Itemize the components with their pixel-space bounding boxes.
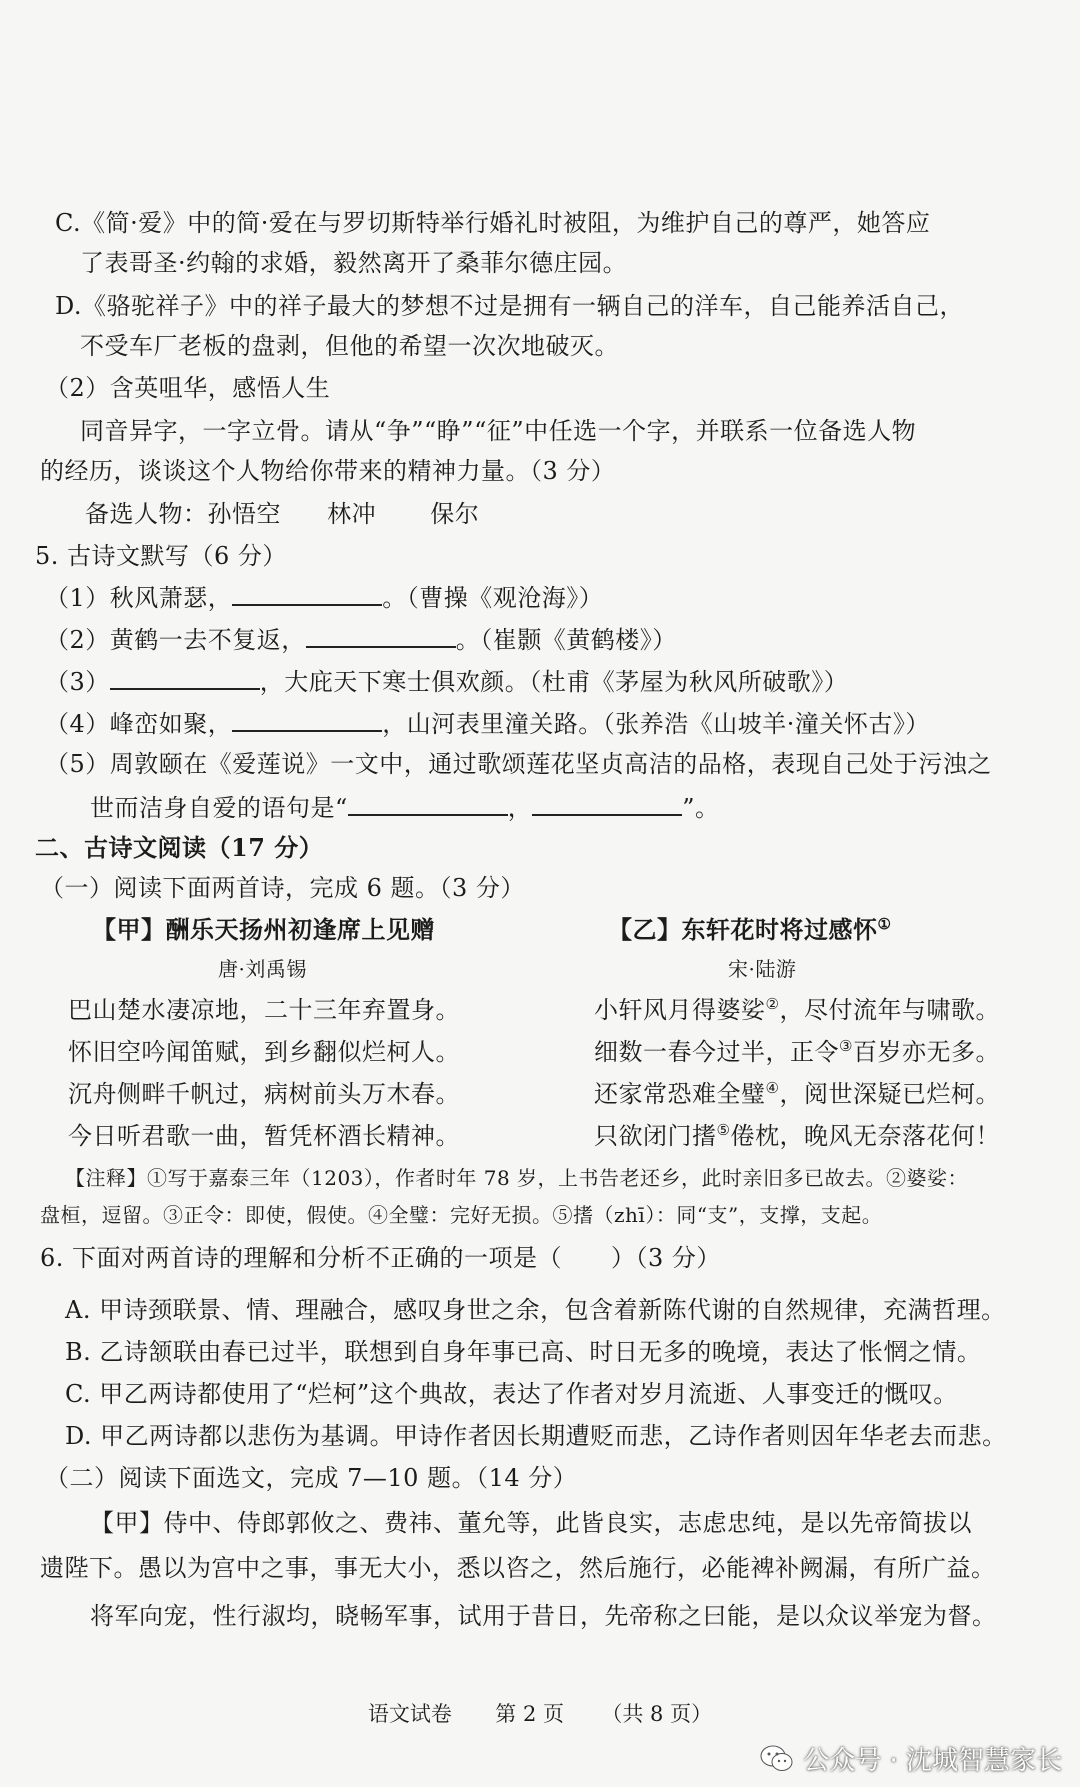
q4-candidates — [85, 496, 479, 532]
q5-item3: （3） ，大庇天下寒士俱欢颜。（杜甫《茅屋为秋风所破歌》） — [45, 662, 848, 700]
passage-a-line2: 遗陛下。愚以为宫中之事，事无大小，悉以咨之，然后施行，必能裨补阙漏，有所广益。 — [40, 1554, 996, 1582]
answer-blank[interactable] — [348, 788, 508, 816]
section2-part1: （一）阅读下面两首诗，完成 6 题。（3 分） — [40, 874, 525, 902]
q4-sub2-title: （2）含英咀华，感悟人生 — [45, 374, 331, 402]
notes-line2: 盘桓，逗留。③正令：即使，假使。④全璧：完好无损。⑤搘（zhī）：同“支”，支撑，支起。 — [40, 1203, 883, 1227]
passage-a-line3: 将军向宠，性行淑均，晓畅军事，试用于昔日，先帝称之曰能，是以众议举宠为督。 — [90, 1602, 997, 1630]
wechat-watermark — [759, 1740, 1062, 1777]
answer-blank[interactable] — [306, 620, 456, 648]
answer-blank[interactable] — [110, 662, 260, 690]
q4-option-c-line1: C.《简·爱》中的简·爱在与罗切斯特举行婚礼时被阻，为维护自己的尊严，她答应 — [55, 209, 931, 237]
q6-option-c: C. 甲乙两诗都使用了“烂柯”这个典故，表达了作者对岁月流逝、人事变迁的慨叹。 — [65, 1380, 958, 1408]
answer-blank[interactable] — [532, 788, 682, 816]
poem-b-line: 小轩风月得婆娑②，尽付流年与啸歌。 — [594, 995, 1000, 1024]
q4-option-d-line1: D.《骆驼祥子》中的祥子最大的梦想不过是拥有一辆自己的洋车，自己能养活自己， — [55, 292, 965, 320]
q6-option-a: A. 甲诗颈联景、情、理融合，感叹身世之余，包含着新陈代谢的自然规律，充满哲理。 — [65, 1296, 1006, 1324]
candidates-label: 备选人物： — [85, 500, 208, 528]
footer-total: （共 8 页） — [601, 1702, 713, 1726]
watermark-text: 公众号 · 沈城智慧家长 — [803, 1746, 1062, 1776]
answer-blank[interactable] — [232, 704, 382, 732]
poem-a-author: 唐·刘禹锡 — [218, 957, 307, 981]
q6-stem: 6. 下面对两首诗的理解和分析不正确的一项是（ ）（3 分） — [40, 1244, 721, 1272]
poem-b-line: 还家常恐难全璧④，阅世深疑已烂柯。 — [594, 1079, 1000, 1108]
candidate-2: 林冲 — [327, 500, 377, 528]
footer-page: 第 2 页 — [495, 1702, 564, 1726]
poem-a-line: 怀旧空吟闻笛赋，到乡翻似烂柯人。 — [68, 1038, 460, 1066]
candidate-1: 孙悟空 — [207, 500, 281, 528]
section2-title: 二、古诗文阅读（17 分） — [35, 833, 324, 862]
notes-line1: 【注释】①写于嘉泰三年（1203），作者时年 78 岁，上书告老还乡，此时亲旧多已故去。②婆娑： — [65, 1166, 969, 1190]
poem-b-author: 宋·陆游 — [728, 957, 797, 981]
page-footer — [0, 1698, 1080, 1728]
q5-item5-line2: 世而洁身自爱的语句是“ ， ”。 — [90, 788, 720, 826]
poem-a-line: 今日听君歌一曲，暂凭杯酒长精神。 — [68, 1122, 460, 1150]
q5-item2: （2）黄鹤一去不复返， 。（崔颢《黄鹤楼》） — [45, 620, 677, 658]
q4-option-c-line2: 了表哥圣·约翰的求婚，毅然离开了桑菲尔德庄园。 — [80, 249, 628, 277]
q6-option-b: B. 乙诗颔联由春已过半，联想到自身年事已高、时日无多的晚境，表达了怅惘之情。 — [65, 1338, 982, 1366]
q5-item4: （4）峰峦如聚， ，山河表里潼关路。（张养浩《山坡羊·潼关怀古》） — [45, 704, 930, 742]
q4-sub2-line1: 同音异字，一字立骨。请从“争”“睁”“征”中任选一个字，并联系一位备选人物 — [80, 417, 917, 445]
q4-option-d-line2: 不受车厂老板的盘剥，但他的希望一次次地破灭。 — [80, 332, 619, 360]
footer-subject: 语文试卷 — [367, 1702, 452, 1726]
answer-blank[interactable] — [232, 578, 382, 606]
poem-a-line: 巴山楚水凄凉地，二十三年弃置身。 — [68, 996, 460, 1024]
poem-a-line: 沉舟侧畔千帆过，病树前头万木春。 — [68, 1080, 460, 1108]
passage-a-line1: 【甲】侍中、侍郎郭攸之、费祎、董允等，此皆良实，志虑忠纯，是以先帝简拔以 — [90, 1509, 972, 1537]
poem-b-line: 只欲闭门搘⑤倦枕，晚风无奈落花何！ — [594, 1121, 1000, 1150]
poem-b-line: 细数一春今过半，正令③百岁亦无多。 — [594, 1037, 1000, 1066]
q5-item5-line1: （5）周敦颐在《爱莲说》一文中，通过歌颂莲花坚贞高洁的品格，表现自己处于污浊之 — [45, 750, 992, 778]
q4-sub2-line2: 的经历，谈谈这个人物给你带来的精神力量。（3 分） — [40, 457, 616, 485]
poem-a-title: 【甲】酬乐天扬州初逢席上见赠 — [92, 915, 435, 944]
wechat-icon — [759, 1744, 795, 1774]
part2-title: （二）阅读下面选文，完成 7—10 题。（14 分） — [45, 1464, 578, 1492]
poem-b-title: 【乙】东轩花时将过感怀① — [608, 915, 892, 944]
candidate-3: 保尔 — [430, 500, 480, 528]
q5-item1: （1）秋风萧瑟， 。（曹操《观沧海》） — [45, 578, 603, 616]
q5-title: 5. 古诗文默写（6 分） — [35, 542, 287, 570]
q6-option-d: D. 甲乙两诗都以悲伤为基调。甲诗作者因长期遭贬而悲，乙诗作者则因年华老去而悲。 — [65, 1422, 1007, 1450]
